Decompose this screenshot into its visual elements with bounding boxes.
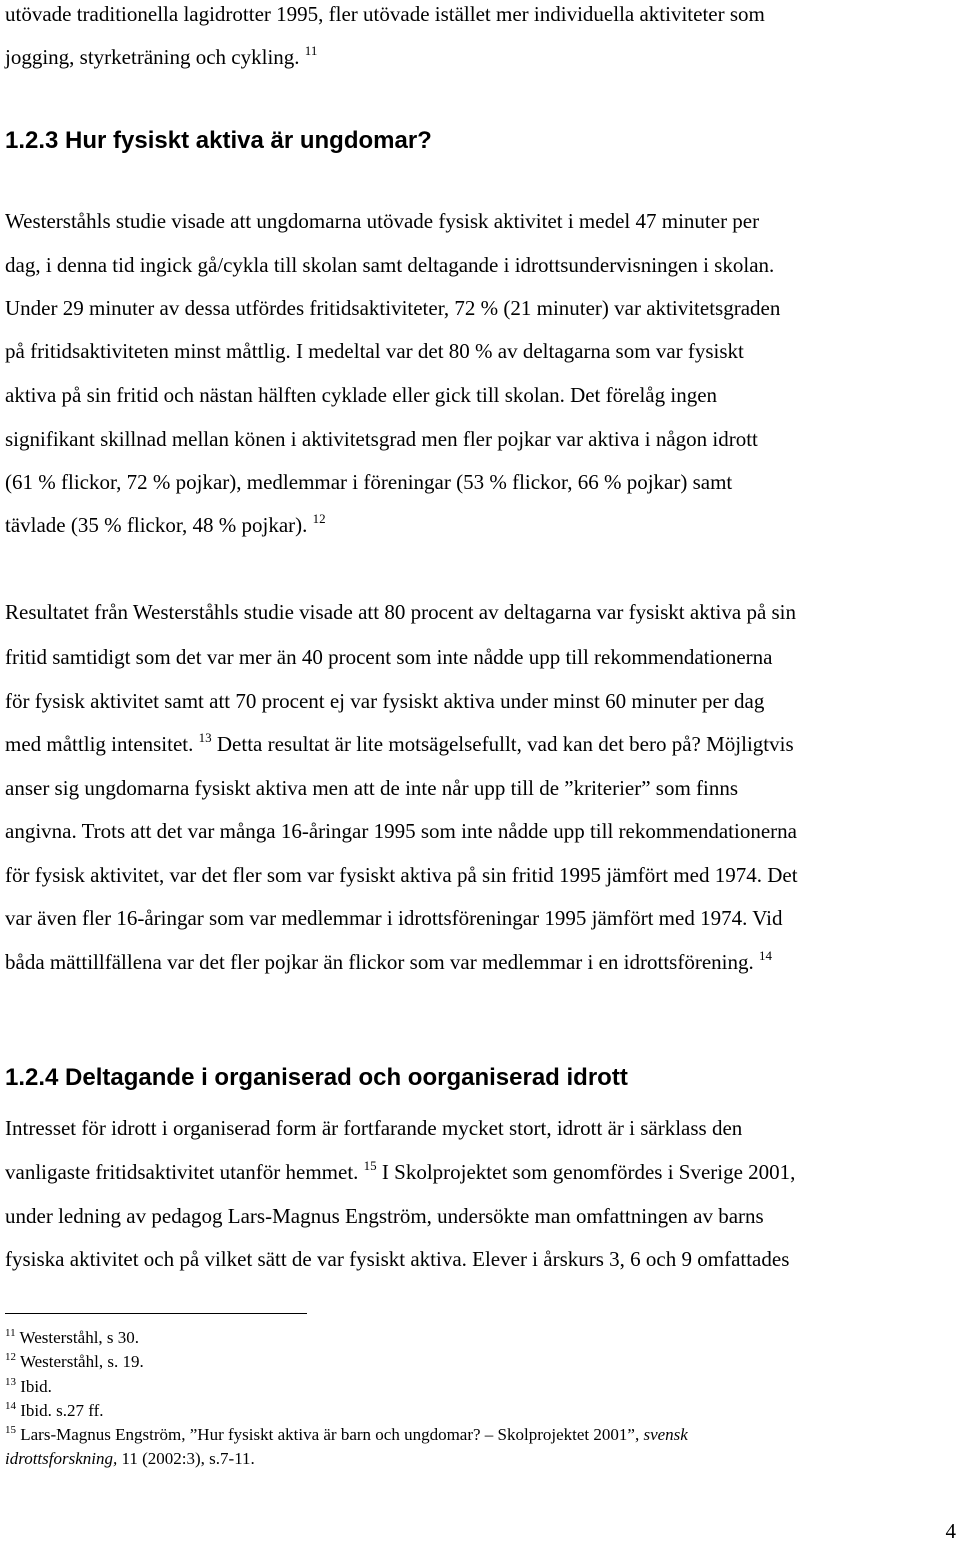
- footnote: $^{14}$ Ibid. s.27 ff.: [5, 1400, 104, 1420]
- body-line: dag, i denna tid ingick gå/cykla till skolan samt deltagande i idrottsundervisningen i skolan.: [5, 253, 775, 277]
- footnote: $^{11}$ Westerståhl, s 30.: [5, 1327, 140, 1347]
- body-line: under ledning av pedagog Lars-Magnus Engström, undersökte man omfattningen av barns: [5, 1204, 764, 1228]
- footnote-ref: 14: [758, 948, 772, 963]
- footnote-ref: 12: [312, 511, 326, 526]
- body-line: för fysisk aktivitet, var det fler som var fysiskt aktiva på sin fritid 1995 jämfört med 1974. Det: [5, 863, 798, 887]
- footnote: $^{12}$ Westerståhl, s. 19.: [5, 1351, 144, 1371]
- footnote: $^{15}$ Lars-Magnus Engström, ”Hur fysiskt aktiva är barn och ungdomar? – Skolprojektet 2001”, svensk: [5, 1424, 688, 1444]
- body-line: vanligaste fritidsaktivitet utanför hemmet. $^{15}$ I Skolprojektet som genomfördes i Sverige 2001,: [5, 1158, 796, 1184]
- body-line: Under 29 minuter av dessa utfördes fritidsaktiviteter, 72 % (21 minuter) var aktivitetsgraden: [5, 296, 781, 320]
- body-line: Intresset för idrott i organiserad form är fortfarande mycket stort, idrott är i särklass den: [5, 1116, 743, 1140]
- footnote-ref: 13: [198, 730, 212, 745]
- body-line: på fritidsaktiviteten minst måttlig. I medeltal var det 80 % av deltagarna som var fysiskt: [5, 339, 744, 363]
- body-line: för fysisk aktivitet samt att 70 procent ej var fysiskt aktiva under minst 60 minuter per dag: [5, 689, 765, 713]
- section-heading: 1.2.4 Deltagande i organiserad och oorganiserad idrott: [5, 1064, 628, 1091]
- body-line: angivna. Trots att det var många 16-åringar 1995 som inte nådde upp till rekommendationerna: [5, 819, 797, 843]
- body-line: signifikant skillnad mellan könen i aktivitetsgrad men fler pojkar var aktiva i någon idrott: [5, 427, 758, 451]
- body-line: med måttlig intensitet. $^{13}$ Detta resultat är lite motsägelsefullt, vad kan det bero på? Möjligtvis: [5, 730, 794, 756]
- body-line: tävlade (35 % flickor, 48 % pojkar). $^{12}$: [5, 511, 326, 537]
- body-line: fysiska aktivitet och på vilket sätt de var fysiskt aktiva. Elever i årskurs 3, 6 och 9 omfattades: [5, 1247, 790, 1271]
- body-line: Westerståhls studie visade att ungdomarna utövade fysisk aktivitet i medel 47 minuter per: [5, 209, 760, 233]
- footnote-ref: 11: [304, 43, 318, 58]
- footnote-ref: 15: [363, 1158, 377, 1173]
- body-line: båda mättillfällena var det fler pojkar än flickor som var medlemmar i en idrottsförening. $^{14}$: [5, 948, 772, 974]
- body-line: utövade traditionella lagidrotter 1995, fler utövade istället mer individuella aktiviteter som: [5, 2, 765, 26]
- body-line: fritid samtidigt som det var mer än 40 procent som inte nådde upp till rekommendationerna: [5, 645, 773, 669]
- body-line: var även fler 16-åringar som var medlemmar i idrottsföreningar 1995 jämfört med 1974. Vid: [5, 906, 783, 930]
- body-line: Resultatet från Westerståhls studie visade att 80 procent av deltagarna var fysiskt aktiva på sin: [5, 600, 797, 624]
- page-number: 4: [945, 1519, 956, 1543]
- body-line: (61 % flickor, 72 % pojkar), medlemmar i föreningar (53 % flickor, 66 % pojkar) samt: [5, 470, 733, 494]
- footnote-separator: [5, 1313, 307, 1314]
- body-line: aktiva på sin fritid och nästan hälften cyklade eller gick till skolan. Det förelåg ingen: [5, 383, 718, 407]
- body-line: anser sig ungdomarna fysiskt aktiva men att de inte når upp till de ”kriterier” som finns: [5, 776, 739, 800]
- footnote: $^{13}$ Ibid.: [5, 1376, 52, 1396]
- body-line: jogging, styrketräning och cykling. $^{11}$: [5, 43, 318, 69]
- footnote-continued: idrottsforskning, 11 (2002:3), s.7-11.: [5, 1449, 255, 1468]
- section-heading: 1.2.3 Hur fysiskt aktiva är ungdomar?: [5, 127, 432, 154]
